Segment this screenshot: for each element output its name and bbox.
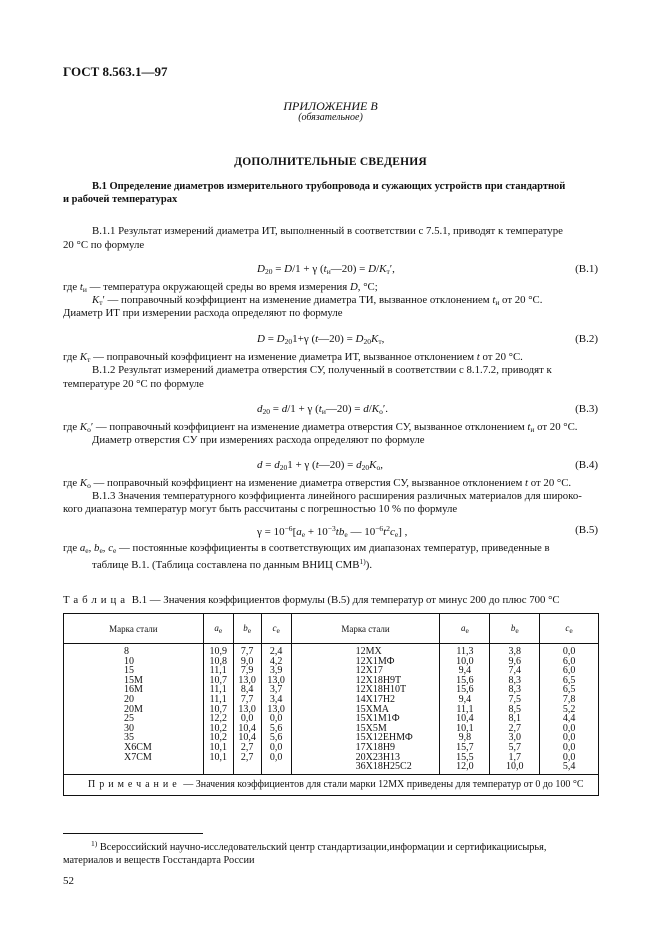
- table-cell: 4,4: [562, 713, 576, 725]
- table-cell: 10,2: [209, 722, 227, 734]
- paragraph-b13-line1: В.1.3 Значения температурного коэффициента линейного расширения различных материалов для широко-: [92, 490, 582, 502]
- where-b5-line2: таблице В.1. (Таблица составлена по данным ВНИЦ СМВ$^{1)}$).: [92, 557, 373, 571]
- appendix-title: ПРИЛОЖЕНИЕ В: [283, 99, 378, 113]
- table-cell: 3,0: [508, 732, 521, 744]
- table-note-text: — Значения коэффициентов для стали марки 12МХ приведены для температур от 0 до 100 °С: [183, 779, 584, 790]
- table-caption-word: Таблица: [63, 594, 130, 606]
- header-c-left: $c_е$: [261, 614, 291, 644]
- paragraph-b11-line1: В.1.1 Результат измерений диаметра ИТ, выполненный в соответствии с 7.5.1, приводят к температуре: [92, 225, 563, 237]
- table-cell: 0,0: [562, 646, 576, 657]
- footnote-separator: [63, 833, 203, 834]
- table-cell: 15Х12ЕНМФ: [355, 732, 413, 744]
- table-cell: 2,4: [269, 646, 283, 657]
- table-cell: 15Х5М: [355, 722, 387, 734]
- table-cell: 0,0: [269, 751, 283, 763]
- table-cell: 7,5: [508, 693, 521, 705]
- table-cell: 20: [124, 693, 134, 705]
- table-cell: 20Х23Н13: [355, 751, 401, 763]
- where-b3-line2: Диаметр отверстия СУ при измерениях расхода определяют по формуле: [92, 434, 425, 446]
- where-b5-text2: таблице В.1. (Таблица составлена по данным ВНИЦ СМВ: [92, 559, 360, 571]
- table-cell: 15,6: [456, 674, 474, 686]
- table-note-word: Примечание: [88, 779, 181, 790]
- table-cell: 9,4: [458, 665, 472, 677]
- where-b2-text: — поправочный коэффициент на изменение диаметра ИТ, вызванное отклонением: [93, 351, 475, 363]
- table-cell: 15ХМА: [355, 703, 389, 715]
- left-b-values: [233, 644, 261, 775]
- header-a-right: $a_е$: [440, 614, 490, 644]
- table-cell: 16М: [124, 684, 143, 696]
- table-cell: 15М: [124, 674, 143, 686]
- table-cell: 12Х1МФ: [355, 655, 395, 667]
- table-cell: 10,0: [505, 761, 524, 773]
- table-cell: 12Х18Н10Т: [355, 684, 407, 696]
- table-cell: 6,5: [562, 674, 576, 686]
- table-cell: 17Х18Н9: [355, 741, 396, 753]
- table-cell: 8,3: [508, 684, 521, 696]
- table-cell: 10,0: [456, 655, 474, 667]
- header-c-right: $c_е$: [540, 614, 599, 644]
- table-cell: 3,4: [269, 693, 283, 705]
- where-b1-text: — температура окружающей среды во время измерения: [89, 281, 348, 293]
- table-cell: 12Х18Н9Т: [355, 674, 402, 686]
- left-c-values: [261, 644, 291, 775]
- table-cell: 4,2: [269, 655, 283, 667]
- table-cell: 6,0: [562, 655, 576, 667]
- table-cell: 5,6: [269, 722, 283, 734]
- table-cell: 11,1: [209, 693, 227, 705]
- table-cell: 10,7: [209, 674, 227, 686]
- table-cell: 7,7: [240, 693, 254, 705]
- table-cell: 2,7: [240, 751, 254, 763]
- table-cell: 11,1: [209, 665, 227, 677]
- table-cell: 8: [124, 646, 129, 657]
- formula-b3-number: (В.3): [575, 403, 598, 415]
- table-cell: 8,4: [240, 684, 254, 696]
- table-cell: 0,0: [269, 713, 283, 725]
- table-cell: 8,3: [508, 674, 521, 686]
- table-cell: 10,1: [209, 741, 227, 753]
- paragraph-b11-line2: 20 °С по формуле: [63, 239, 145, 251]
- where-b1-kt-text: — поправочный коэффициент на изменение диаметра ТИ, вызванное отклонением: [107, 294, 490, 306]
- paragraph-b13-line2: кого диапазона температур могут быть рассчитаны с погрешностью 10 % по формуле: [63, 503, 458, 515]
- table-cell: 6,0: [562, 665, 576, 677]
- where-b1-line2: $K_т'$ — поправочный коэффициент на изменение диаметра ТИ, вызванное отклонением $t_и$ от 20 °С.: [92, 294, 543, 307]
- formula-b5-number: (В.5): [575, 524, 598, 536]
- right-grades: [291, 644, 440, 775]
- table-cell: 13,0: [238, 703, 256, 715]
- subsection-b1-line1: В.1 Определение диаметров измерительного трубопровода и сужающих устройств при стандартной: [92, 181, 566, 192]
- header-steel-left: Марка стали: [64, 614, 204, 644]
- header-b-left: $b_е$: [233, 614, 261, 644]
- table-cell: 7,9: [240, 665, 254, 677]
- where-b1-line3: Диаметр ИТ при измерении расхода определяют по формуле: [63, 307, 343, 319]
- table-cell: 5,6: [269, 732, 283, 744]
- table-cell: 0,0: [562, 732, 576, 744]
- table-caption: [63, 594, 603, 606]
- table-cell: 5,2: [562, 703, 576, 715]
- table-cell: 15,5: [456, 751, 474, 763]
- table-cell: 0,0: [240, 713, 254, 725]
- table-cell: 0,0: [562, 741, 576, 753]
- where-b5-line1: где $a_е$, $b_е$, $c_е$ — постоянные коэффициенты в соответствующих им диапазонах температур, приведенные в: [63, 542, 550, 555]
- table-cell: 5,7: [508, 741, 521, 753]
- header-steel-right: Марка стали: [291, 614, 440, 644]
- header-b-right: $b_е$: [490, 614, 540, 644]
- table-cell: 7,7: [240, 646, 254, 657]
- header-a-left: $a_е$: [203, 614, 233, 644]
- right-b-values: [490, 644, 540, 775]
- right-c-values: [540, 644, 599, 775]
- formula-b2-number: (В.2): [575, 333, 598, 345]
- left-a-values: [203, 644, 233, 775]
- where-b3-line1: где $K_о'$ — поправочный коэффициент на изменение диаметра отверстия СУ, вызванное отклонением $t_и$ от 20 °С.: [63, 421, 578, 434]
- table-cell: 15,7: [456, 741, 474, 753]
- table-cell: 12Х17: [355, 665, 383, 677]
- table-cell: 35: [124, 732, 134, 744]
- table-cell: 7,8: [562, 693, 576, 705]
- table-note: [64, 775, 599, 796]
- section-title: ДОПОЛНИТЕЛЬНЫЕ СВЕДЕНИЯ: [234, 156, 427, 168]
- table-cell: 13,0: [238, 674, 256, 686]
- footnote-line2: материалов и веществ Госстандарта России: [63, 855, 255, 866]
- table-cell: 9,4: [458, 693, 472, 705]
- left-grades: [64, 644, 204, 775]
- formula-b4-number: (В.4): [575, 459, 598, 471]
- table-cell: 11,1: [456, 703, 474, 715]
- table-cell: 6,5: [562, 684, 576, 696]
- table-cell: 10,4: [238, 722, 256, 734]
- where-b4-text: — поправочный коэффициент на изменение диаметра отверстия СУ, вызванное отклонением: [93, 477, 523, 489]
- table-cell: 9,8: [458, 732, 472, 744]
- subsection-b1-line2: и рабочей температурах: [63, 194, 178, 205]
- table-cell: 25: [124, 713, 134, 725]
- formula-b1-number: (В.1): [575, 263, 598, 275]
- appendix-subtitle: (обязательное): [298, 112, 363, 123]
- formula-b5: $\gamma = 10^{-6}[a_е + 10^{-3}tb_е$ — $10^{-6}t^2c_е$] ,: [257, 524, 408, 539]
- formula-b4: $d = d_{20}1 + \gamma$ (t—20) = $d_{20}K_о$,: [257, 459, 383, 472]
- table-caption-text: В.1 — Значения коэффициентов формулы (В.5) для температур от минус 200 до плюс 700 °С: [131, 594, 560, 606]
- where-b1-line1: где $t_и$ — температура окружающей среды во время измерения D, °С;: [63, 281, 378, 294]
- document-header: ГОСТ 8.563.1—97: [63, 64, 168, 79]
- right-a-values: [440, 644, 490, 775]
- table-cell: 10,2: [209, 732, 227, 744]
- table-cell: 3,7: [269, 684, 283, 696]
- paragraph-b12-line1: В.1.2 Результат измерений диаметра отверстия СУ, полученный в соответствии с 8.1.7.2, приводят к: [92, 364, 552, 376]
- table-cell: 10,8: [209, 655, 227, 667]
- formula-b2: $D = D_{20}1+\gamma$ (t—20) = $D_{20}K_т$,: [257, 333, 385, 346]
- table-cell: 8,5: [508, 703, 521, 715]
- table-cell: 15Х1М1Ф: [355, 713, 400, 725]
- where-b5-text: — постоянные коэффициенты в соответствующих им диапазонах температур, приведенные в: [119, 542, 550, 554]
- page-number: 52: [63, 875, 74, 887]
- table-cell: 36Х18Н25С2: [355, 761, 412, 773]
- table-cell: 13,0: [267, 703, 285, 715]
- table-cell: 1,7: [508, 751, 521, 763]
- formula-b3: $d_{20} = d/1 + \gamma$ $(t_и—20) = d/K_о'$.: [257, 403, 389, 416]
- table-cell: 15,6: [456, 684, 474, 696]
- where-b3-text: — поправочный коэффициент на изменение диаметра отверстия СУ, вызванное отклонением: [95, 421, 525, 433]
- where-b2: где $K_т$ — поправочный коэффициент на изменение диаметра ИТ, вызванное отклонением t от 20 °С.: [63, 351, 523, 364]
- table-cell: 3,8: [508, 646, 521, 657]
- table-cell: 10,1: [209, 751, 227, 763]
- table-cell: 5,4: [562, 761, 576, 773]
- table-cell: Х7СМ: [124, 751, 152, 763]
- formula-b1: $D_{20} = D/1 + \gamma$ $(t_и—20) = D/K_т'$,: [257, 263, 395, 276]
- table-cell: 14Х17Н2: [355, 693, 396, 705]
- table-cell: 11,3: [456, 646, 474, 657]
- table-cell: 9,0: [240, 655, 254, 667]
- table-cell: 11,1: [209, 684, 227, 696]
- table-cell: 12,0: [456, 761, 474, 773]
- table-cell: 10,1: [456, 722, 474, 734]
- footnote-mark: 1): [91, 839, 98, 848]
- table-cell: 30: [124, 722, 134, 734]
- table-cell: 0,0: [562, 722, 576, 734]
- table-cell: 3,9: [269, 665, 283, 677]
- coefficients-table: [63, 613, 599, 796]
- table-cell: 13,0: [267, 674, 285, 686]
- table-cell: 0,0: [269, 741, 283, 753]
- table-cell: 2,7: [240, 741, 254, 753]
- table-cell: 15: [124, 665, 134, 677]
- table-cell: 12МХ: [355, 646, 382, 657]
- table-cell: 10,7: [209, 703, 227, 715]
- table-cell: 10,9: [209, 646, 227, 657]
- table-cell: Х6СМ: [124, 741, 152, 753]
- table-cell: 7,4: [508, 665, 521, 677]
- where-b4: где $K_о$ — поправочный коэффициент на изменение диаметра отверстия СУ, вызванное отклонением t от 20 °С.: [63, 477, 572, 490]
- footnote: [63, 837, 603, 867]
- table-cell: 10: [124, 655, 134, 667]
- footnote-line1: Всероссийский научно-исследовательский центр стандартизации,информации и сертификациисырья,: [99, 842, 547, 853]
- table-cell: 9,6: [508, 655, 521, 667]
- table-cell: 8,1: [508, 713, 521, 725]
- table-cell: 10,4: [238, 732, 256, 744]
- table-cell: 12,2: [209, 713, 227, 725]
- table-cell: 20М: [124, 703, 143, 715]
- table-cell: 2,7: [508, 722, 521, 734]
- table-cell: 10,4: [456, 713, 474, 725]
- table-cell: 0,0: [562, 751, 576, 763]
- paragraph-b12-line2: температуре 20 °С по формуле: [63, 378, 204, 390]
